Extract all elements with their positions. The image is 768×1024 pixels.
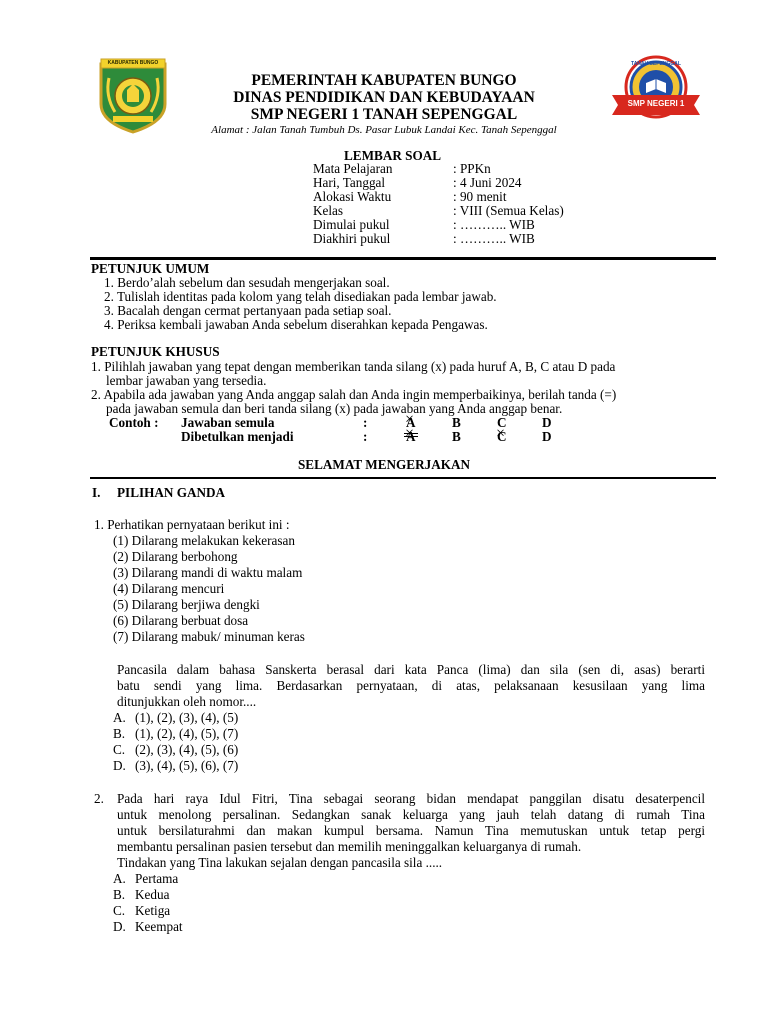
question-2-paragraph: untuk menolong persalinan. Sedangkan sanak keluarga yang jauh telah datang di rumah Tina: [117, 807, 705, 822]
question-2-paragraph: Pada hari raya Idul Fitri, Tina sebagai seorang bidan mendapat panggilan disatu desaterpencil: [117, 791, 705, 806]
example-option-b: B: [452, 429, 461, 444]
option-text: (1), (2), (4), (5), (7): [135, 726, 239, 741]
option-text: Ketiga: [135, 903, 171, 918]
dibetulkan-label: Dibetulkan menjadi: [181, 429, 294, 444]
statement: (6) Dilarang berbuat dosa: [113, 613, 249, 628]
info-value: : PPKn: [453, 161, 491, 176]
header-line-1: PEMERINTAH KABUPATEN BUNGO: [251, 72, 517, 89]
instruction-line: pada jawaban semula dan beri tanda silang (x) pada jawaban yang Anda anggap benar.: [106, 401, 563, 416]
option-label: B.: [113, 726, 126, 741]
section-title: PILIHAN GANDA: [117, 485, 226, 500]
jawaban-semula-label: Jawaban semula: [181, 415, 275, 430]
instruction-line: 2. Apabila ada jawaban yang Anda anggap salah dan Anda ingin memperbaikinya, berilah tanda (=): [91, 387, 617, 402]
contoh-label: Contoh :: [109, 415, 159, 430]
question-2-question: Tindakan yang Tina lakukan sejalan dengan pancasila sila .....: [117, 855, 443, 870]
info-value: : 90 menit: [453, 189, 507, 204]
list-item: 2. Tulislah identitas pada kolom yang telah disediakan pada lembar jawab.: [104, 289, 497, 304]
info-value: : ……….. WIB: [453, 217, 535, 232]
colon: :: [363, 429, 368, 444]
option-label: D.: [113, 919, 126, 934]
info-label: Hari, Tanggal: [313, 175, 386, 190]
school-address: Alamat : Jalan Tanah Tumbuh Ds. Pasar Lubuk Landai Kec. Tanah Sepenggal: [211, 124, 557, 136]
petunjuk-umum-title: PETUNJUK UMUM: [91, 261, 210, 276]
list-item: 1. Berdo’alah sebelum dan sesudah mengerjakan soal.: [104, 275, 390, 290]
example-option-d: D: [542, 429, 552, 444]
question-2-paragraph: membantu persalinan pasien tersebut dan memilih meninggalkan keluarganya di rumah.: [117, 839, 582, 854]
list-item: 3. Bacalah dengan cermat pertanyaan pada setiap soal.: [104, 303, 392, 318]
header-line-2: DINAS PENDIDIKAN DAN KEBUDAYAAN: [233, 89, 535, 106]
option-text: Pertama: [135, 871, 179, 886]
divider-thick: [90, 257, 716, 260]
option-text: (3), (4), (5), (6), (7): [135, 758, 239, 773]
section-number: I.: [92, 485, 101, 500]
info-label: Dimulai pukul: [313, 217, 390, 232]
option-label: C.: [113, 903, 126, 918]
option-text: Keempat: [135, 919, 183, 934]
example-option-c: C: [497, 415, 507, 430]
question-1-stem: 1. Perhatikan pernyataan berikut ini :: [94, 517, 290, 532]
question-2-paragraph: untuk bersilaturahmi dan makan kumpul bersama. Namun Tina memutuskan untuk tetap pergi: [117, 823, 705, 838]
info-label: Diakhiri pukul: [313, 231, 391, 246]
statement: (5) Dilarang berjiwa dengki: [113, 597, 260, 612]
option-a: A ×: [406, 415, 416, 431]
info-label: Alokasi Waktu: [313, 189, 392, 204]
right-logo-banner: SMP NEGERI 1: [627, 99, 685, 108]
statement: (3) Dilarang mandi di waktu malam: [113, 565, 303, 580]
question-2-number: 2.: [94, 791, 104, 806]
option-label: A.: [113, 871, 126, 886]
instruction-line: 1. Pilihlah jawaban yang tepat dengan memberikan tanda silang (x) pada huruf A, B, C atau D pada: [91, 359, 616, 374]
instruction-line: lembar jawaban yang tersedia.: [106, 373, 267, 388]
question-1-paragraph: ditunjukkan oleh nomor....: [117, 694, 257, 709]
option-c: C ×: [497, 429, 507, 445]
colon: :: [363, 415, 368, 430]
info-value: : 4 Juni 2024: [453, 175, 522, 190]
option-label: A.: [113, 710, 126, 725]
header-line-3: SMP NEGERI 1 TANAH SEPENGGAL: [250, 106, 518, 123]
divider-thin: [90, 477, 716, 479]
example-option-d: D: [542, 415, 552, 430]
option-a: A ×: [406, 429, 416, 445]
option-label: D.: [113, 758, 126, 773]
info-value: : ……….. WIB: [453, 231, 535, 246]
info-value: : VIII (Semua Kelas): [453, 203, 564, 218]
statement: (4) Dilarang mencuri: [113, 581, 225, 596]
question-1-paragraph: batu sendi yang lima. Berdasarkan pernyataan, di atas, pelaksanaan kesusilaan yang lima: [117, 678, 705, 693]
option-text: Kedua: [135, 887, 170, 902]
option-text: (1), (2), (3), (4), (5): [135, 710, 239, 725]
statement: (1) Dilarang melakukan kekerasan: [113, 533, 295, 548]
option-label: C.: [113, 742, 126, 757]
statement: (2) Dilarang berbohong: [113, 549, 238, 564]
statement: (7) Dilarang mabuk/ minuman keras: [113, 629, 305, 644]
lembar-soal-title: LEMBAR SOAL: [344, 148, 442, 163]
example-option-c-crossed: [497, 429, 507, 445]
example-option-a-corrected: [406, 429, 416, 445]
question-1-paragraph: Pancasila dalam bahasa Sanskerta berasal dari kata Panca (lima) dan sila (sen di, asas) berarti: [117, 662, 705, 677]
info-label: Mata Pelajaran: [313, 161, 393, 176]
option-label: B.: [113, 887, 126, 902]
left-logo-text: KABUPATEN BUNGO: [107, 60, 159, 66]
example-option-b: B: [452, 415, 461, 430]
right-logo-top-text: TANAH SEPENGGAL: [631, 61, 681, 67]
selamat-mengerjakan: SELAMAT MENGERJAKAN: [297, 457, 471, 472]
petunjuk-khusus-title: PETUNJUK KHUSUS: [91, 344, 220, 359]
option-text: (2), (3), (4), (5), (6): [135, 742, 239, 757]
info-label: Kelas: [313, 203, 344, 218]
list-item: 4. Periksa kembali jawaban Anda sebelum diserahkan kepada Pengawas.: [104, 317, 488, 332]
